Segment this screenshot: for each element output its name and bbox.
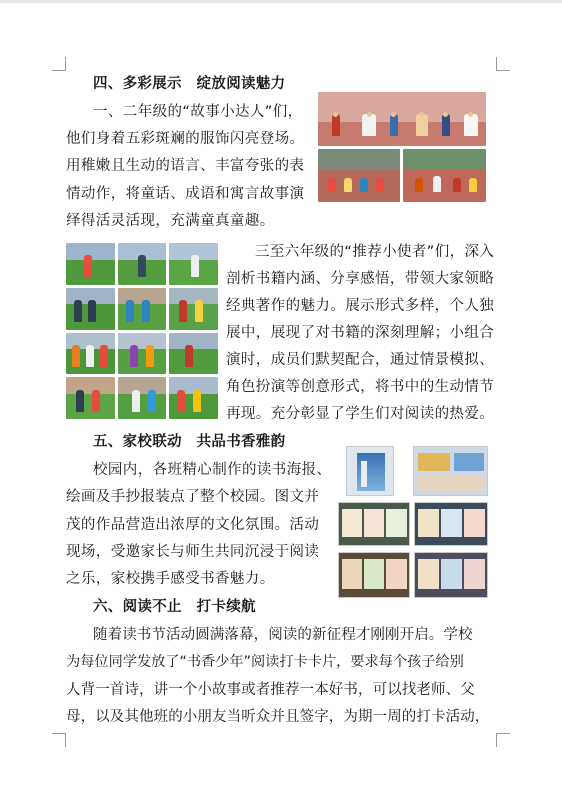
photo-audience-right	[403, 149, 486, 202]
text-line: 剖析书籍内涵、分享感悟，带领大家领略	[226, 271, 495, 287]
text-line: 再现。充分彰显了学生们对阅读的热爱。	[226, 406, 495, 422]
text-line: 随着读书节活动圆满落幕，阅读的新征程才刚刚开启。学校	[93, 627, 473, 643]
grid-photo	[169, 377, 218, 419]
text-line: 茂的作品营造出浓厚的文化氛围。活动	[66, 517, 320, 533]
poster-photo	[413, 446, 488, 496]
grid-photo	[66, 377, 115, 419]
poster-photo	[338, 552, 410, 598]
page-top-edge	[0, 0, 562, 3]
text-line: 母，以及其他班的小朋友当听众并且签字，为期一周的打卡活动，	[66, 709, 490, 725]
poster-photo-collage	[338, 446, 488, 598]
text-line: 用稚嫩且生动的语言、丰富夸张的表	[66, 158, 305, 174]
grid-photo	[118, 243, 167, 285]
grid-photo	[118, 333, 167, 375]
story-performance-photos	[318, 92, 486, 202]
text-line: 现场，受邀家长与师生共同沉浸于阅读	[66, 544, 320, 560]
crop-mark-top-left	[52, 57, 66, 71]
recommendation-photo-grid	[66, 243, 218, 419]
poster-photo	[414, 502, 488, 546]
text-line: 绎得活灵活现，充满童真童趣。	[66, 213, 275, 229]
poster-photo	[414, 552, 488, 598]
section6-heading: 六、阅读不止 打卡续航	[93, 599, 256, 615]
poster-photo	[338, 502, 410, 546]
text-line: 角色扮演等创意形式，将书中的生动情节	[226, 379, 495, 395]
text-line: 一、二年级的“故事小达人”们，	[93, 104, 303, 120]
text-line: 人背一首诗，讲一个小故事或者推荐一本好书，可以找老师、父	[66, 682, 475, 698]
text-line: 校园内，各班精心制作的读书海报、	[93, 462, 332, 478]
section5-heading: 五、家校联动 共品书香雅韵	[93, 434, 286, 450]
text-line: 展中，展现了对书籍的深刻理解；小组合	[226, 325, 495, 341]
grid-photo	[118, 288, 167, 330]
grid-photo	[169, 288, 218, 330]
grid-photo	[66, 288, 115, 330]
text-line: 经典著作的魅力。展示形式多样，个人独	[226, 298, 495, 314]
text-line: 为每位同学发放了“书香少年”阅读打卡卡片，要求每个孩子给别	[66, 654, 464, 670]
grid-photo	[66, 333, 115, 375]
poster-photo	[346, 446, 394, 496]
crop-mark-bottom-right	[496, 733, 510, 747]
text-line: 他们身着五彩斑斓的服饰闪亮登场。	[66, 131, 305, 147]
grid-photo	[118, 377, 167, 419]
grid-photo	[169, 243, 218, 285]
crop-mark-top-right	[496, 57, 510, 71]
grid-photo	[169, 333, 218, 375]
grid-photo	[66, 243, 115, 285]
text-line: 三至六年级的“推荐小使者”们，深入	[255, 244, 495, 260]
text-line: 之乐，家校携手感受书香魅力。	[66, 571, 275, 587]
crop-mark-bottom-left	[52, 733, 66, 747]
text-line: 演时，成员们默契配合，通过情景模拟、	[226, 352, 495, 368]
photo-audience-left	[318, 149, 400, 202]
text-line: 绘画及手抄报装点了整个校园。图文并	[66, 489, 320, 505]
text-line: 情动作，将童话、成语和寓言故事演	[66, 186, 305, 202]
photo-stage-costumes	[318, 92, 486, 146]
section4-heading: 四、多彩展示 绽放阅读魅力	[93, 76, 286, 92]
